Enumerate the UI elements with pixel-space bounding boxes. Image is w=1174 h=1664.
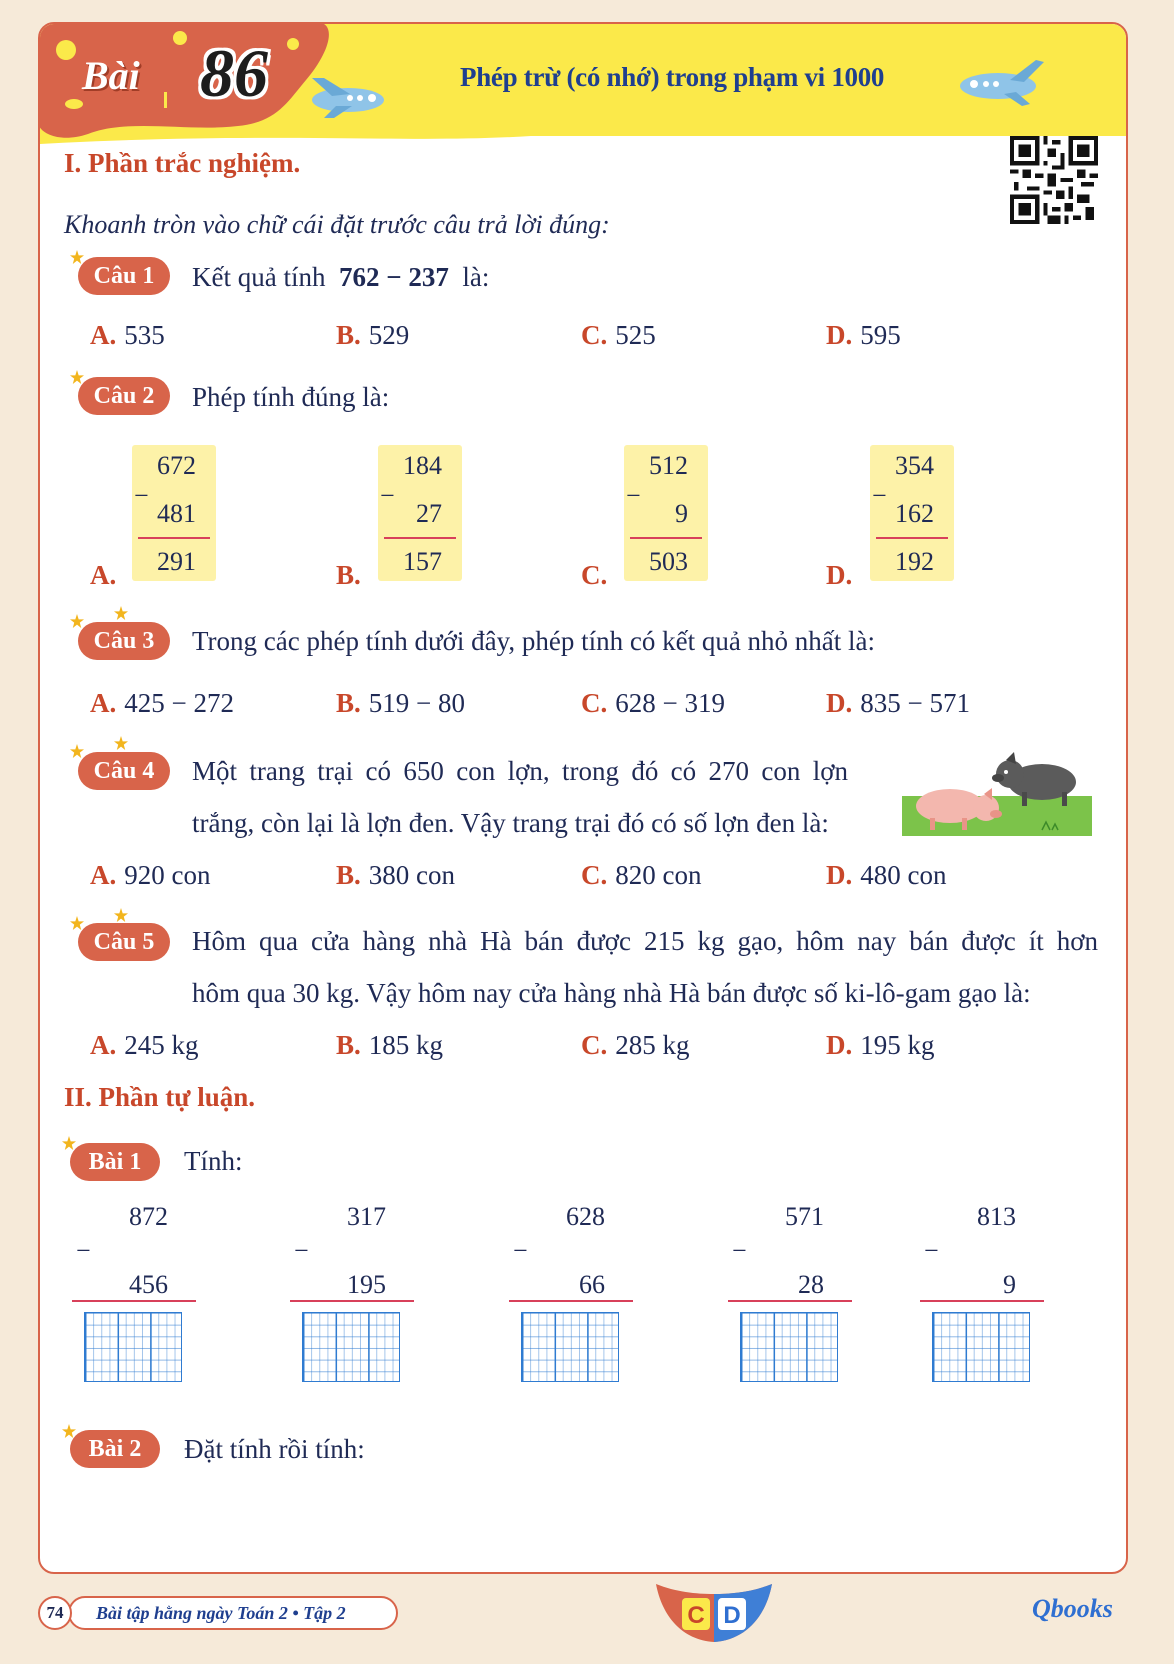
option-letter: C.	[581, 860, 608, 890]
question-2-option-d-calc[interactable]	[870, 445, 954, 581]
option-value: 195 kg	[860, 1030, 935, 1060]
calc-top: 672	[157, 451, 196, 480]
minus-sign: −	[380, 481, 395, 510]
calc-line	[509, 1300, 633, 1302]
question-5-text-line2: hôm qua 30 kg. Vậy hôm nay cửa hàng nhà Hà bán được số ki-lô-gam gạo là:	[192, 978, 1031, 1008]
cd-logo-c: C	[687, 1602, 705, 1629]
calc-bottom: 456	[129, 1270, 168, 1299]
question-3-option-b[interactable]	[336, 688, 465, 719]
option-letter: D.	[826, 860, 853, 890]
calc-top: 184	[403, 451, 442, 480]
minus-sign: −	[732, 1236, 747, 1265]
lesson-title: Phép trừ (có nhớ) trong phạm vi 1000	[460, 62, 885, 92]
question-4-label: Câu 4	[78, 752, 170, 790]
option-letter: C.	[581, 1030, 608, 1060]
cd-logo-d: D	[723, 1602, 741, 1629]
option-value: 245 kg	[124, 1030, 199, 1060]
option-value: 185 kg	[368, 1030, 444, 1060]
option-value: 380 con	[368, 860, 455, 890]
question-4-option-c[interactable]	[581, 860, 701, 891]
question-3-option-a[interactable]	[90, 688, 234, 719]
question-2-option-c-letter[interactable]: C.	[581, 560, 608, 590]
option-letter: A.	[90, 320, 117, 350]
question-1-option-d[interactable]	[826, 320, 901, 351]
option-value: 529	[368, 320, 410, 350]
exercise-1-calc-5	[920, 1202, 1044, 1402]
minus-sign: −	[872, 481, 887, 510]
option-value: 480 con	[860, 860, 947, 890]
calc-bottom: 162	[895, 499, 934, 528]
calc-top: 813	[977, 1202, 1016, 1231]
star-icon	[70, 916, 84, 930]
option-letter: A.	[90, 688, 117, 718]
pigs-illustration	[902, 744, 1092, 836]
answer-grid[interactable]	[521, 1312, 619, 1382]
question-1-text-pre: Kết quả tính	[192, 262, 326, 292]
question-5-text-line1: Hôm qua cửa hàng nhà Hà bán được 215 kg gạo, hôm nay bán được ít hơn	[192, 926, 1098, 956]
question-3-option-c[interactable]	[581, 688, 725, 719]
option-letter: B.	[336, 1030, 361, 1060]
option-value: 920 con	[124, 860, 211, 890]
exercise-2-label: Bài 2	[70, 1430, 160, 1468]
question-1-option-c[interactable]	[581, 320, 656, 351]
exercise-1-calc-2	[290, 1202, 414, 1402]
option-value: 525	[615, 320, 656, 350]
calc-bottom: 27	[416, 499, 442, 528]
option-value: 595	[860, 320, 901, 350]
exercise-1-text: Tính:	[184, 1146, 243, 1176]
question-2-option-a-calc[interactable]	[132, 445, 216, 581]
publisher-logo: Qbooks	[1032, 1594, 1113, 1623]
star-icon	[114, 908, 128, 922]
question-2-text: Phép tính đúng là:	[192, 382, 390, 412]
section-1-title: I. Phần trắc nghiệm.	[64, 148, 301, 178]
option-letter: B.	[336, 320, 361, 350]
calc-top: 354	[895, 451, 934, 480]
option-value: 535	[124, 320, 165, 350]
question-2-option-d-letter[interactable]: D.	[826, 560, 853, 590]
exercise-2-text: Đặt tính rồi tính:	[184, 1434, 365, 1464]
option-letter: D.	[826, 688, 853, 718]
lesson-word: Bài	[82, 53, 140, 98]
option-letter: C.	[581, 320, 608, 350]
calc-top: 512	[649, 451, 688, 480]
airplane-icon	[302, 74, 394, 120]
calc-bottom: 195	[347, 1270, 386, 1299]
question-1-option-a[interactable]	[90, 320, 165, 351]
question-2-label: Câu 2	[78, 377, 170, 415]
question-4-option-d[interactable]	[826, 860, 946, 891]
question-2-option-b-letter[interactable]: B.	[336, 560, 361, 590]
option-value: 425 − 272	[124, 688, 234, 718]
instruction-text: Khoanh tròn vào chữ cái đặt trước câu trả lời đúng:	[64, 210, 610, 239]
question-1-text	[192, 262, 489, 293]
calc-line	[920, 1300, 1044, 1302]
star-icon	[70, 370, 84, 384]
question-4-option-b[interactable]	[336, 860, 455, 891]
calc-line	[72, 1300, 196, 1302]
option-value: 285 kg	[615, 1030, 690, 1060]
question-5-option-c[interactable]	[581, 1030, 690, 1061]
question-1-label: Câu 1	[78, 257, 170, 295]
question-2-option-b-calc[interactable]	[378, 445, 462, 581]
option-letter: A.	[90, 860, 117, 890]
worksheet-card	[38, 22, 1128, 1574]
calc-line	[290, 1300, 414, 1302]
answer-grid[interactable]	[84, 1312, 182, 1382]
calc-bottom: 9	[675, 499, 688, 528]
minus-sign: −	[626, 481, 641, 510]
calc-result: 157	[403, 547, 442, 576]
option-letter: A.	[90, 1030, 117, 1060]
minus-sign: −	[513, 1236, 528, 1265]
answer-grid[interactable]	[302, 1312, 400, 1382]
calc-line	[728, 1300, 852, 1302]
calc-bottom: 9	[1003, 1270, 1016, 1299]
question-4-text-line2: trắng, còn lại là lợn đen. Vậy trang trại đó có số lợn đen là:	[192, 808, 829, 838]
footer-book-text: Bài tập hằng ngày Toán 2 • Tập 2	[96, 1603, 346, 1623]
minus-sign: −	[924, 1236, 939, 1265]
calc-bottom: 28	[798, 1270, 824, 1299]
question-3-label: Câu 3	[78, 622, 170, 660]
star-icon	[62, 1136, 76, 1150]
option-value: 835 − 571	[860, 688, 970, 718]
calc-bottom: 66	[579, 1270, 605, 1299]
minus-sign: −	[294, 1236, 309, 1265]
exercise-1-calc-4	[728, 1202, 852, 1402]
option-letter: B.	[336, 860, 361, 890]
question-4-text-line1: Một trang trại có 650 con lợn, trong đó có 270 con lợn	[192, 756, 848, 786]
option-value: 628 − 319	[615, 688, 725, 718]
calc-result: 503	[649, 547, 688, 576]
option-letter: C.	[581, 688, 608, 718]
answer-grid[interactable]	[740, 1312, 838, 1382]
airplane-icon	[950, 58, 1050, 108]
option-letter: B.	[336, 688, 361, 718]
question-1-option-b[interactable]	[336, 320, 409, 351]
page-number: 74	[38, 1596, 72, 1630]
footer-book-title	[68, 1596, 398, 1630]
calc-line	[876, 537, 948, 539]
question-5-option-a[interactable]	[90, 1030, 199, 1061]
exercise-1-calc-3	[509, 1202, 633, 1402]
question-2-option-c-calc[interactable]	[624, 445, 708, 581]
calc-top: 571	[785, 1202, 824, 1231]
question-5-label: Câu 5	[78, 923, 170, 961]
calc-top: 317	[347, 1202, 386, 1231]
section-2-title: II. Phần tự luận.	[64, 1082, 256, 1112]
calc-top: 628	[566, 1202, 605, 1231]
exercise-1-calc-1	[72, 1202, 196, 1402]
calc-line	[384, 537, 456, 539]
calc-line	[138, 537, 210, 539]
option-value: 820 con	[615, 860, 702, 890]
star-icon	[114, 736, 128, 750]
calc-bottom: 481	[157, 499, 196, 528]
cd-logo	[656, 1582, 772, 1644]
calc-result: 192	[895, 547, 934, 576]
question-1-text-post: là:	[462, 262, 490, 292]
exercise-1-label: Bài 1	[70, 1143, 160, 1181]
question-1-expression: 762 − 237	[338, 262, 449, 292]
star-icon	[114, 606, 128, 620]
star-icon	[70, 614, 84, 628]
minus-sign: −	[76, 1236, 91, 1265]
calc-top: 872	[129, 1202, 168, 1231]
question-4-option-a[interactable]	[90, 860, 210, 891]
option-letter: D.	[826, 1030, 853, 1060]
minus-sign: −	[134, 481, 149, 510]
star-icon	[70, 744, 84, 758]
question-5-option-b[interactable]	[336, 1030, 443, 1061]
qr-code-icon[interactable]	[1010, 136, 1098, 224]
calc-result: 291	[157, 547, 196, 576]
lesson-number: 86	[200, 35, 268, 111]
answer-grid[interactable]	[932, 1312, 1030, 1382]
star-icon	[70, 250, 84, 264]
question-5-option-d[interactable]	[826, 1030, 935, 1061]
question-3-option-d[interactable]	[826, 688, 970, 719]
option-letter: D.	[826, 320, 853, 350]
calc-line	[630, 537, 702, 539]
option-value: 519 − 80	[368, 688, 465, 718]
question-3-text: Trong các phép tính dưới đây, phép tính có kết quả nhỏ nhất là:	[192, 626, 876, 656]
question-2-option-a-letter[interactable]: A.	[90, 560, 117, 590]
